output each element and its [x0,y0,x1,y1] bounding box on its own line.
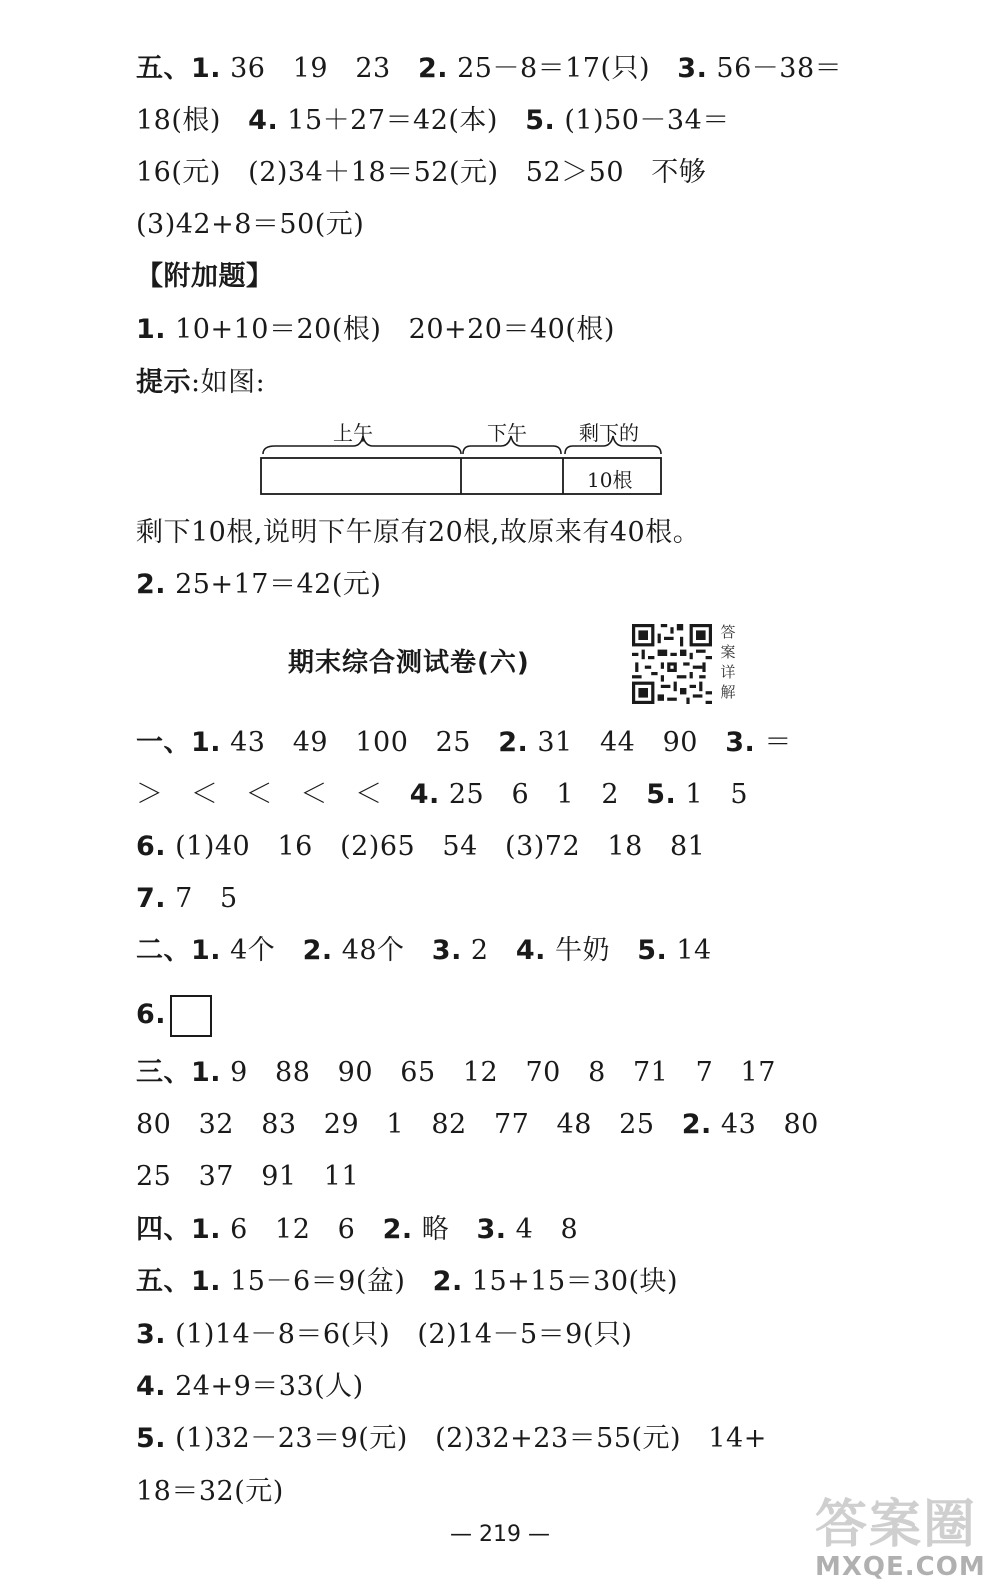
item-number: 1. [136,314,167,345]
answer-text: 18(根) [136,105,249,136]
item-number: 5. [136,1423,167,1454]
section-label: 四、 [136,1214,191,1245]
item-number: 1. [191,935,222,966]
label-remaining-value: 10根 [587,468,633,492]
answer-text: ＞ ＜ ＜ ＜ ＜ [136,779,410,810]
item-number: 6. [136,831,167,862]
item-number: 3. [431,935,462,966]
item-number: 2. [498,727,529,758]
watermark-logo: 答案圈 [815,1495,978,1555]
square-shape-answer [170,995,212,1037]
item-number: 1. [191,53,222,84]
hint-text: :如图: [191,367,266,398]
section-label: 五、 [136,1266,191,1297]
answer-text: 18＝32(元) [136,1476,284,1507]
line-5-section [136,1265,678,1299]
answer-text: (3)42+8＝50(元) [136,209,365,240]
answer-line [136,208,364,242]
answer-line [136,1108,819,1142]
answer-text: 80 32 83 29 1 82 77 48 25 [136,1109,682,1140]
answer-line [136,1370,364,1404]
answer-text: 1 5 [676,779,748,810]
answer-line [136,568,381,602]
hint-line [136,366,265,400]
answer-text: 6 12 6 [221,1214,383,1245]
answer-text: 25+17＝42(元) [166,569,382,600]
answer-text: 2 [461,935,516,966]
answer-text: 48个 [332,935,432,966]
answer-text: 24+9＝33(人) [166,1371,364,1402]
section-label: 一、 [136,727,191,758]
answer-text: 牛奶 [545,935,638,966]
section-label: 二、 [136,935,191,966]
answer-text: 16(元) (2)34＋18＝52(元) 52＞50 不够 [136,157,707,188]
answer-text: 15+15＝30(块) [462,1266,679,1297]
section-title: 期末综合测试卷(六) [288,648,530,678]
answer-text: 4 8 [506,1214,579,1245]
label-morning: 上午 [333,421,373,445]
item-number: 1. [191,727,222,758]
item-number: 3. [136,1319,167,1350]
item-number: 5. [637,935,668,966]
line-1-section [136,726,792,760]
line-3-section [136,1056,776,1090]
label-remaining: 剩下的 [579,421,639,445]
answer-text: 9 88 90 65 12 70 8 71 7 17 [221,1057,776,1088]
answer-text: 56－38＝ [707,53,843,84]
answer-line [136,992,212,1038]
line-4-section [136,1213,578,1247]
label-afternoon: 下午 [487,421,527,445]
answer-line [136,1160,359,1194]
answer-text: 10+10＝20(根) 20+20＝40(根) [166,314,615,345]
line-5-section [136,52,842,86]
item-number: 2. [417,53,448,84]
answer-line [136,882,238,916]
answer-text: 7 5 [166,883,238,914]
answer-text: 4个 [221,935,303,966]
answer-text: (1)32－23＝9(元) (2)32+23＝55(元) 14+ [166,1423,767,1454]
section-label: 五、 [136,53,191,84]
answer-text: 43 80 [711,1109,819,1140]
item-number: 1. [191,1057,222,1088]
answer-text: 15－6＝9(盆) [221,1266,433,1297]
answer-text: 14 [667,935,712,966]
answer-text: 25 37 91 11 [136,1161,360,1192]
item-number: 2. [136,569,167,600]
answer-text: (1)14－8＝6(只) (2)14－5＝9(只) [166,1319,633,1350]
answer-text: (1)40 16 (2)65 54 (3)72 18 81 [166,831,706,862]
item-number: 3. [677,53,708,84]
item-number: 5. [525,105,556,136]
item-number: 3. [725,727,756,758]
item-number: 4. [136,1371,167,1402]
item-number: 6. [136,999,167,1030]
answer-text: 36 19 23 [221,53,418,84]
answer-line [136,1475,284,1509]
answer-line [136,156,706,190]
item-number: 1. [191,1214,222,1245]
answer-text: ＝ [755,727,792,758]
answer-line [136,778,748,812]
page-number: — 219 — [450,1522,550,1547]
qr-code-icon[interactable] [632,624,712,704]
item-number: 7. [136,883,167,914]
item-number: 2. [302,935,333,966]
answer-text: 43 49 100 25 [221,727,499,758]
item-number: 3. [476,1214,507,1245]
answer-line [136,830,705,864]
item-number: 5. [646,779,677,810]
answer-text: (1)50－34＝ [555,105,730,136]
segment-diagram [255,416,675,506]
answer-text: 31 44 90 [528,727,726,758]
answer-line [136,1318,632,1352]
answer-text: 25 6 1 2 [439,779,647,810]
answer-line [136,104,730,138]
answer-line [136,1422,767,1456]
answer-text: 25－8＝17(只) [448,53,678,84]
item-number: 4. [515,935,546,966]
item-number: 2. [681,1109,712,1140]
item-number: 4. [409,779,440,810]
hint-explanation: 剩下10根,说明下午原有20根,故原来有40根。 [136,517,701,548]
answer-text: 略 [412,1214,477,1245]
qr-caption: 答 案 详 解 [720,623,736,701]
item-number: 2. [382,1214,413,1245]
item-number: 2. [432,1266,463,1297]
answer-line [136,313,615,347]
bonus-heading: 【附加题】 [136,261,274,292]
section-label: 三、 [136,1057,191,1088]
item-number: 4. [248,105,279,136]
answer-text: 15＋27＝42(本) [278,105,526,136]
item-number: 1. [191,1266,222,1297]
line-2-section [136,934,712,968]
watermark-url: MXQE.COM [815,1552,986,1582]
hint-label: 提示 [136,367,191,398]
